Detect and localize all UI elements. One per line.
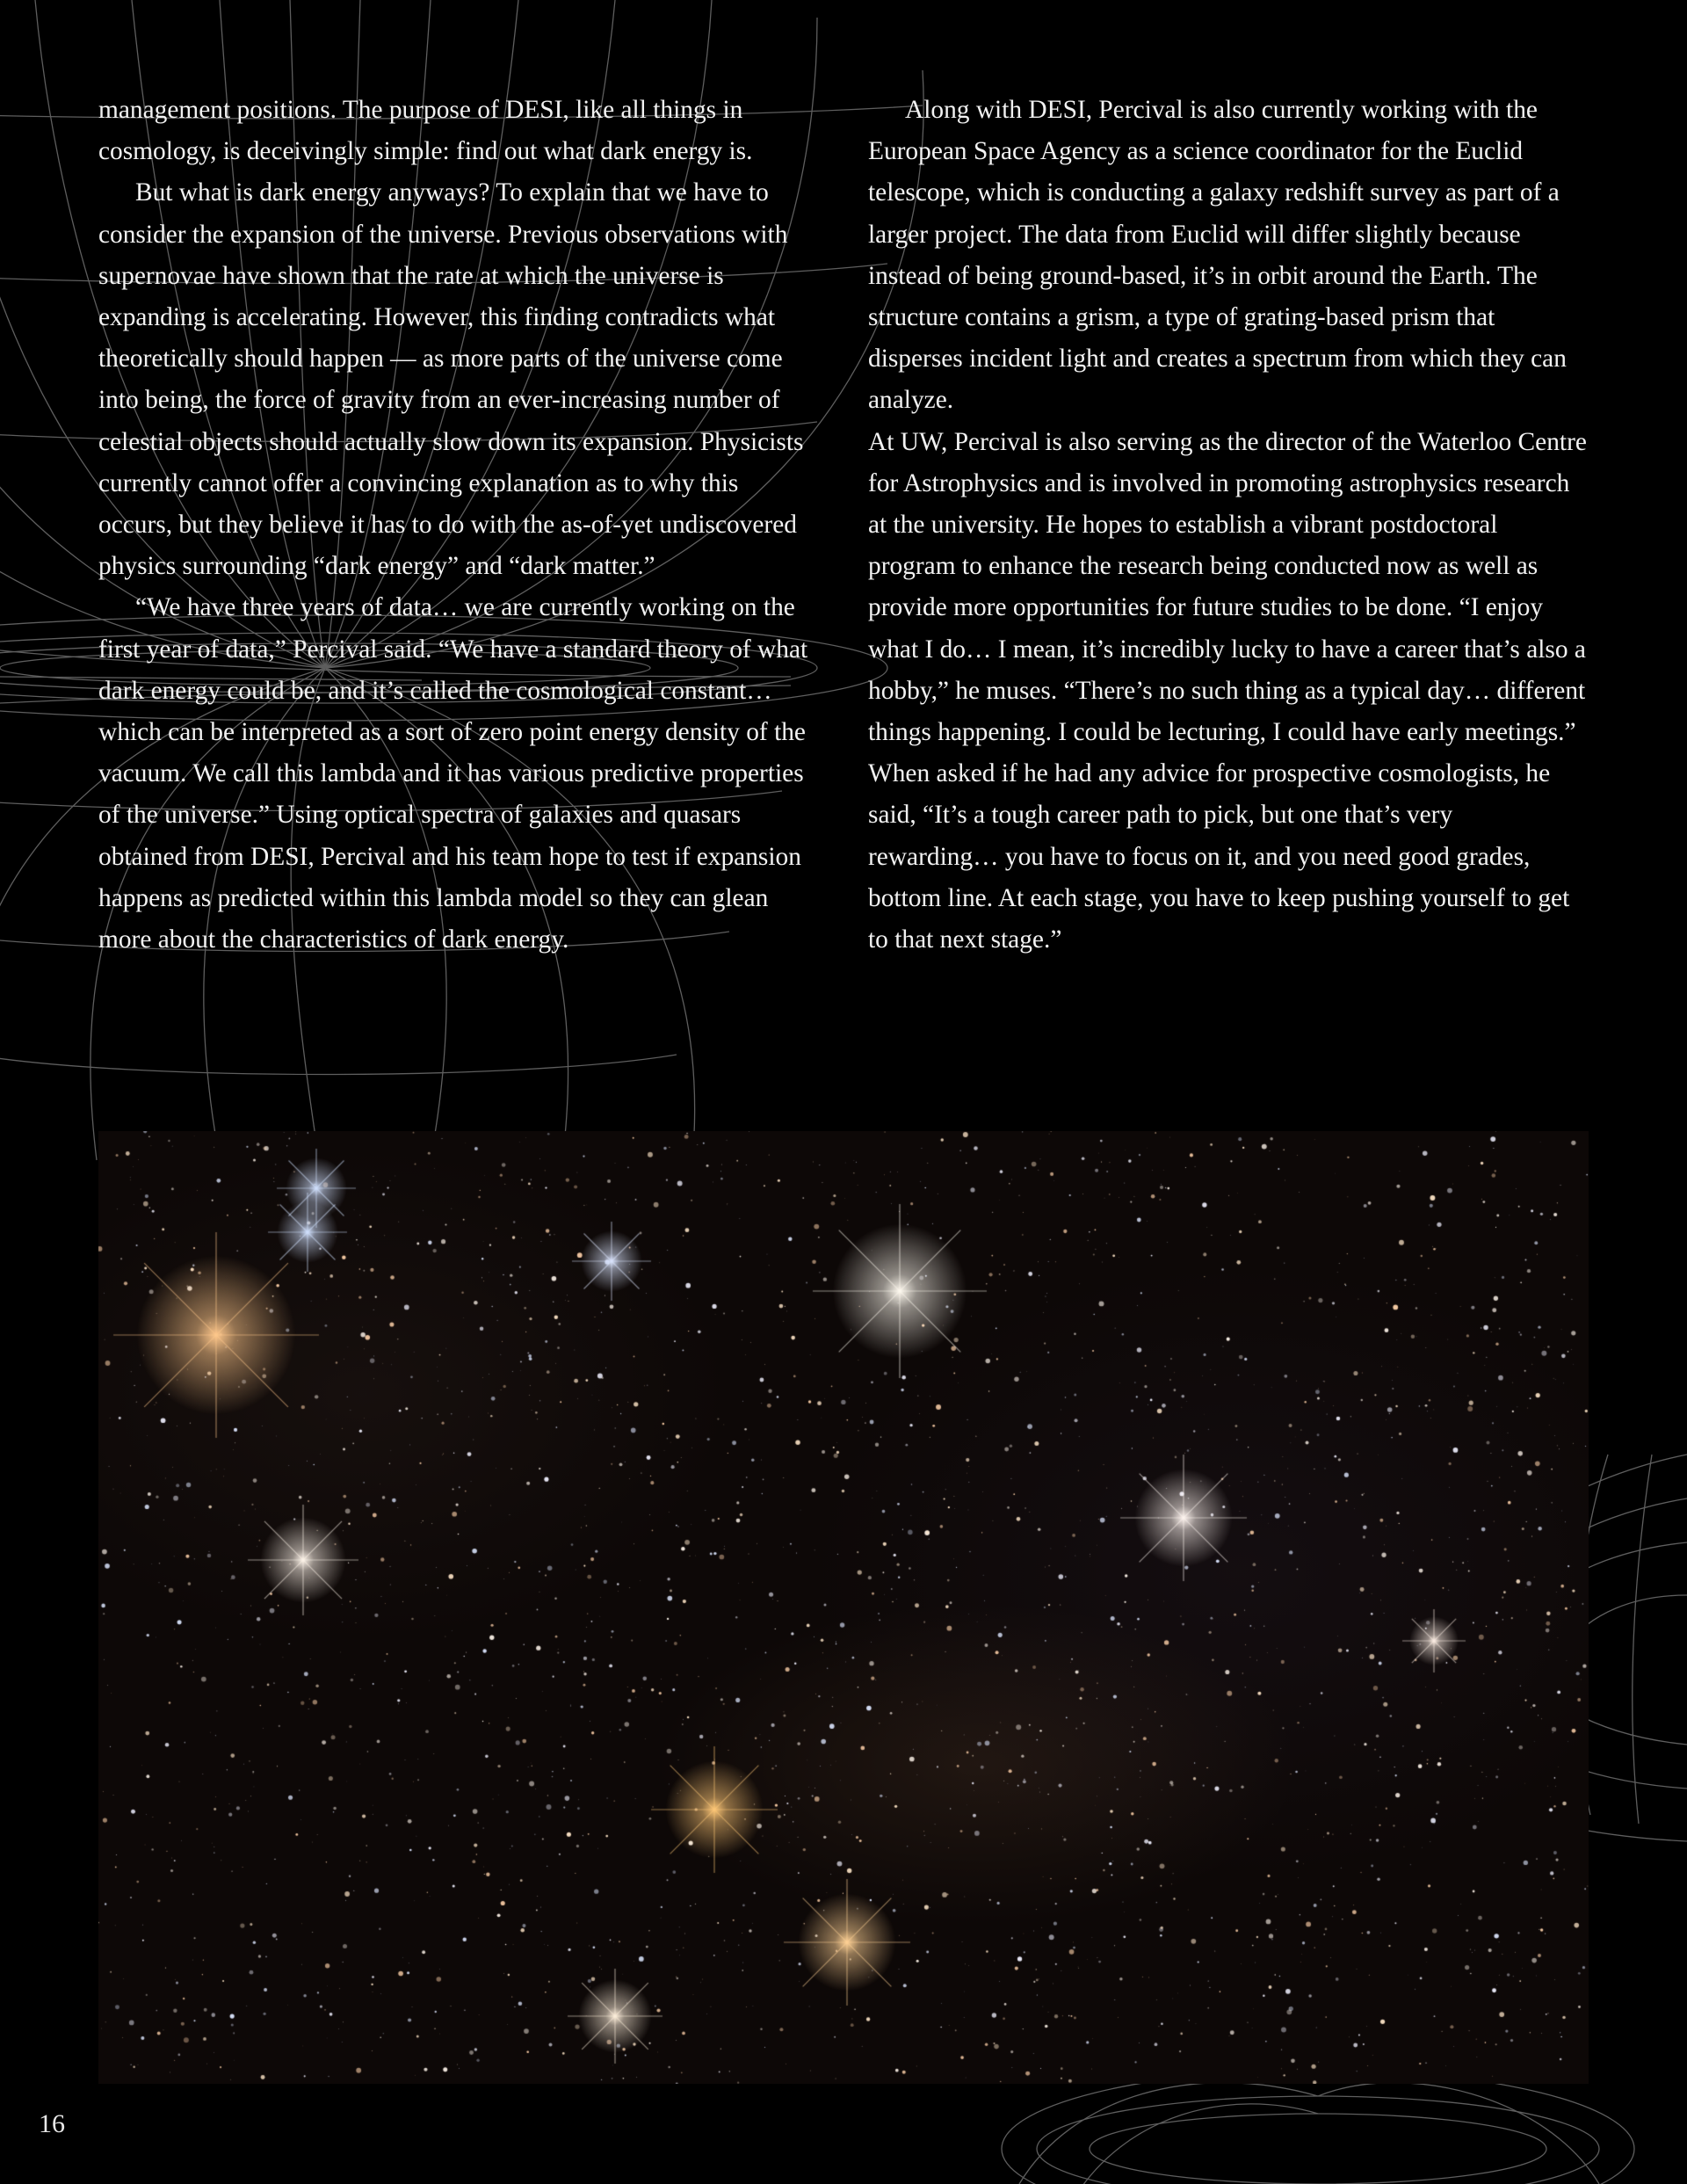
starfield-canvas: [98, 1131, 1589, 2084]
paragraph: At UW, Percival is also serving as the director of the Waterloo Centre for Astrophysics and is involved in promoting astrophysics research at the university. He hopes to establish a vibrant postdoctoral program to enhance the research being conducted now as well as provide more opportunities for future studies to be done. “I enjoy what I do… I mean, it’s incredibly lucky to have a career that’s also a hobby,” he muses. “There’s no such thing as a typical day… different things happening. I could be lecturing, I could have early meetings.” When asked if he had any advice for prospective cosmologists, he said, “It’s a tough career path to pick, but one that’s very rewarding… you have to focus on it, and you need good grades, bottom line. At each stage, you have to keep pushing yourself to get to that next stage.”: [868, 427, 1587, 954]
article-left-column: [98, 90, 817, 961]
paragraph: But what is dark energy anyways? To explain that we have to consider the expansion of the universe. Previous observations with supernovae have shown that the rate at which the universe is expanding is accelerating. However, this finding contradicts what theoretically should happen — as more parts of the universe come into being, the force of gravity from an ever-increasing number of celestial objects should actually slow down its expansion. Physicists currently cannot offer a convincing explanation as to why this occurs, but they believe it has to do with the as-of-yet undiscovered physics surrounding “dark energy” and “dark matter.”: [98, 178, 804, 581]
page-number: 16: [39, 2109, 65, 2138]
article-right-column: [868, 90, 1589, 961]
paragraph: Along with DESI, Percival is also currently working with the European Space Agency as a science coordinator for the Euclid telescope, which is conducting a galaxy redshift survey as part of a larger project. The data from Euclid will differ slightly because instead of being ground-based, it’s in orbit around the Earth. The structure contains a grism, a type of grating-based prism that disperses incident light and creates a spectrum from which they can analyze.: [868, 96, 1567, 415]
starfield-photo: [98, 1131, 1589, 2084]
paragraph: “We have three years of data… we are currently working on the first year of data,” Percival said. “We have a standard theory of what dark energy could be, and it’s called the cosmological constant… which can be interpreted as a sort of zero point energy density of the vacuum. We call this lambda and it has various predictive properties of the universe.” Using optical spectra of galaxies and quasars obtained from DESI, Percival and his team hope to test if expansion happens as predicted within this lambda model so they can glean more about the characteristics of dark energy.: [98, 593, 808, 954]
paragraph: management positions. The purpose of DESI, like all things in cosmology, is deceivingly simple: find out what dark energy is.: [98, 96, 753, 166]
